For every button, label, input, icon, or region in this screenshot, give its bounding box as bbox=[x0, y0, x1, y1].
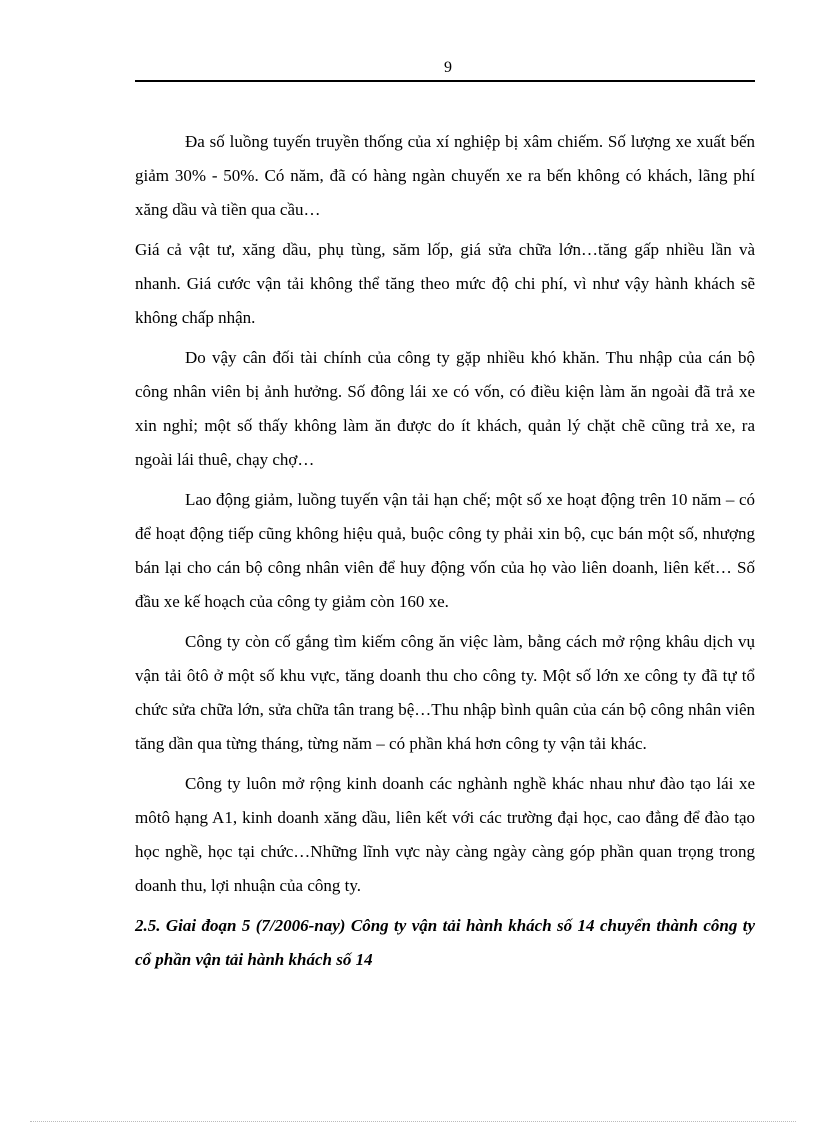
paragraph-labor-reduction: Lao động giảm, luồng tuyến vận tải hạn chế; một số xe hoạt động trên 10 năm – có để hoạt động tiếp cũng không hiệu quả, buộc công ty phải xin bộ, cục bán một số, nhượng bán lại cho cán bộ công nhân viên để huy động vốn của họ vào liên doanh, liên kết… Số đầu xe kế hoạch của công ty giảm còn 160 xe. bbox=[135, 490, 755, 611]
header-divider bbox=[135, 80, 755, 82]
paragraph-service-expansion: Công ty còn cố gắng tìm kiếm công ăn việc làm, bằng cách mở rộng khâu dịch vụ vận tải ôtô ở một số khu vực, tăng doanh thu cho công ty. Một số lớn xe công ty đã tự tổ chức sửa chữa lớn, sửa chữa tân trang bệ…Thu nhập bình quân của cán bộ công nhân viên tăng dần qua từng tháng, từng năm – có phần khá hơn công ty vận tải khác. bbox=[135, 632, 755, 753]
paragraph-financial-difficulty: Do vậy cân đối tài chính của công ty gặp nhiều khó khăn. Thu nhập của cán bộ công nhân viên bị ảnh hưởng. Số đông lái xe có vốn, có điều kiện làm ăn ngoài đã trả xe xin nghỉ; một số thấy không làm ăn được do ít khách, quản lý chặt chẽ cũng trả xe, ra ngoài lái thuê, chạy chợ… bbox=[135, 348, 755, 469]
paragraph-lost-routes: Đa số luồng tuyến truyền thống của xí nghiệp bị xâm chiếm. Số lượng xe xuất bến giảm 30% - 50%. Có năm, đã có hàng ngàn chuyến xe ra bến không có khách, lãng phí xăng dầu và tiền qua cầu… bbox=[135, 132, 755, 219]
page-number: 9 bbox=[444, 59, 452, 76]
section-heading: 2.5. Giai đoạn 5 (7/2006-nay) Công ty vận tải hành khách số 14 chuyển thành công ty cổ phần vận tải hành khách số 14 bbox=[135, 916, 755, 969]
paragraph-rising-costs: Giá cả vật tư, xăng dầu, phụ tùng, săm lốp, giá sửa chữa lớn…tăng gấp nhiều lần và nhanh. Giá cước vận tải không thể tăng theo mức độ chi phí, vì như vậy hành khách sẽ không chấp nhận. bbox=[135, 240, 755, 327]
page-bottom-border bbox=[30, 1121, 796, 1122]
paragraph-business-diversification: Công ty luôn mở rộng kinh doanh các nghành nghề khác nhau như đào tạo lái xe môtô hạng A1, kinh doanh xăng dầu, liên kết với các trường đại học, cao đẳng để đào tạo học nghề, học tại chức…Những lĩnh vực này càng ngày càng góp phần quan trọng trong doanh thu, lợi nhuận của công ty. bbox=[135, 774, 755, 895]
document-body bbox=[135, 125, 755, 977]
